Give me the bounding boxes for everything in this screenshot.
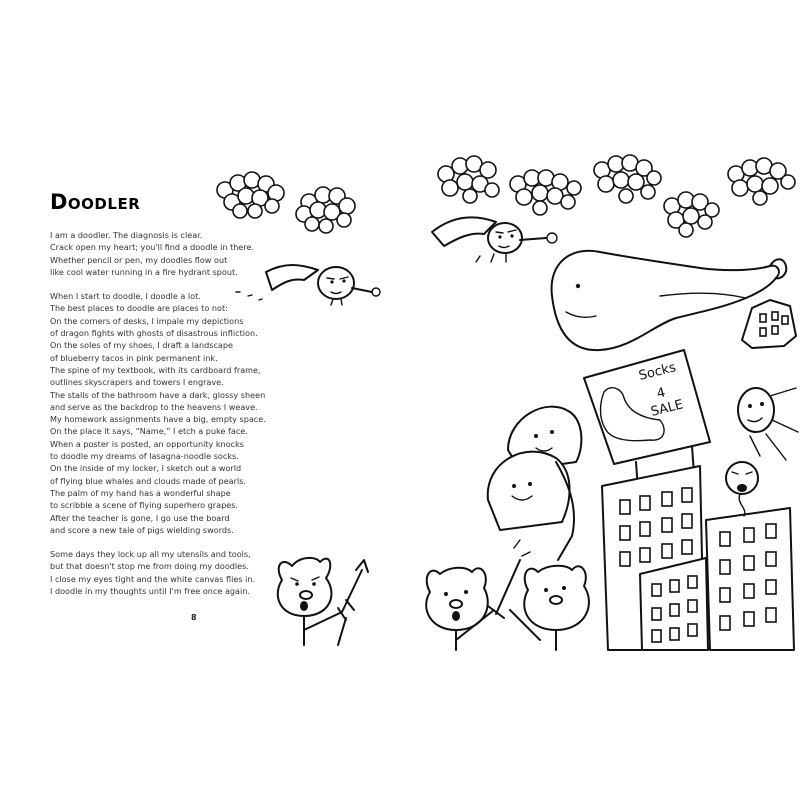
poem-line: but that doesn't stop me from doing my doodles. <box>50 561 249 572</box>
poem-line: I am a doodler. The diagnosis is clear. <box>50 230 203 240</box>
poem-line: Crack open my heart; you'll find a doodle in there. <box>50 242 255 253</box>
poem-line: On the soles of my shoes, I draft a landscape <box>50 340 233 351</box>
poem-line: of blueberry tacos in pink permanent ink. <box>50 352 218 363</box>
poem-line: On the corners of desks, I impale my depictions <box>50 315 244 326</box>
grape-cloud-icon <box>510 170 581 215</box>
grape-cloud-icon <box>728 158 795 205</box>
flying-grape-icon <box>432 217 557 262</box>
poem-line: The stalls of the bathroom have a dark, glossy sheen <box>50 389 266 400</box>
poem-line: When a poster is posted, an opportunity knocks <box>50 438 244 449</box>
sign-line-1: Socks <box>637 360 678 384</box>
angry-grape-icon <box>738 388 798 460</box>
skyscraper-icon <box>640 558 708 650</box>
taco-character-icon <box>488 452 574 560</box>
poem-line: I close my eyes tight and the white canvas flies in. <box>50 573 256 584</box>
poem-line: to doodle my dreams of lasagna-noodle socks. <box>50 451 239 462</box>
poem-line: I doodle in my thoughts until I'm free once again. <box>50 586 250 597</box>
poem-line: When I start to doodle, I doodle a lot. <box>50 291 201 302</box>
building-icon <box>742 300 796 348</box>
grape-cloud-icon <box>296 187 355 233</box>
poem-line: and serve as the backdrop to the heavens I weave. <box>50 401 258 412</box>
right-page-illustration <box>400 0 800 800</box>
poem-line: of dragon fights with ghosts of disastrous infliction. <box>50 328 258 339</box>
grape-cloud-icon <box>594 155 661 203</box>
pig-with-arrow-icon <box>278 558 368 645</box>
pig-character-icon <box>426 568 494 650</box>
poem-line: After the teacher is gone, I go use the board <box>50 512 230 523</box>
poem-line: to scribble a scene of flying superhero grapes. <box>50 500 238 511</box>
poem-line: My homework assignments have a big, empty space. <box>50 414 266 425</box>
poem-line: Some days they lock up all my utensils and tools, <box>50 549 251 560</box>
sign-line-2: 4 <box>655 385 668 402</box>
poem-line: outlines skyscrapers and towers I engrave. <box>50 377 224 388</box>
grape-cloud-icon <box>217 172 284 218</box>
poem-line: like cool water running in a fire hydrant spout. <box>50 266 238 277</box>
poem-line: The best places to doodle are places to not: <box>50 303 228 314</box>
poem-line: Whether pencil or pen, my doodles flow out <box>50 254 228 265</box>
grape-cloud-icon <box>438 156 499 203</box>
poem-line: and score a new tale of pigs wielding swords. <box>50 524 234 535</box>
poem-line: The spine of my textbook, with its cardboard frame, <box>50 364 261 375</box>
pig-character-icon <box>510 566 589 650</box>
poem-line: The palm of my hand has a wonderful shape <box>50 487 231 498</box>
poem-line: On the inside of my locker, I sketch out a world <box>50 463 242 474</box>
flying-grape-icon <box>236 265 380 305</box>
sign-line-3: SALE <box>649 397 685 420</box>
poem-title: Doodler <box>50 190 141 214</box>
skyscraper-icon <box>706 508 794 650</box>
poem-line: On the place it says, “Name,” I etch a puke face. <box>50 426 248 437</box>
poem-line: of flying blue whales and clouds made of pearls. <box>50 475 247 486</box>
grape-cloud-icon <box>664 192 719 237</box>
puke-face-icon <box>726 462 758 516</box>
page-number: 8 <box>191 613 197 622</box>
